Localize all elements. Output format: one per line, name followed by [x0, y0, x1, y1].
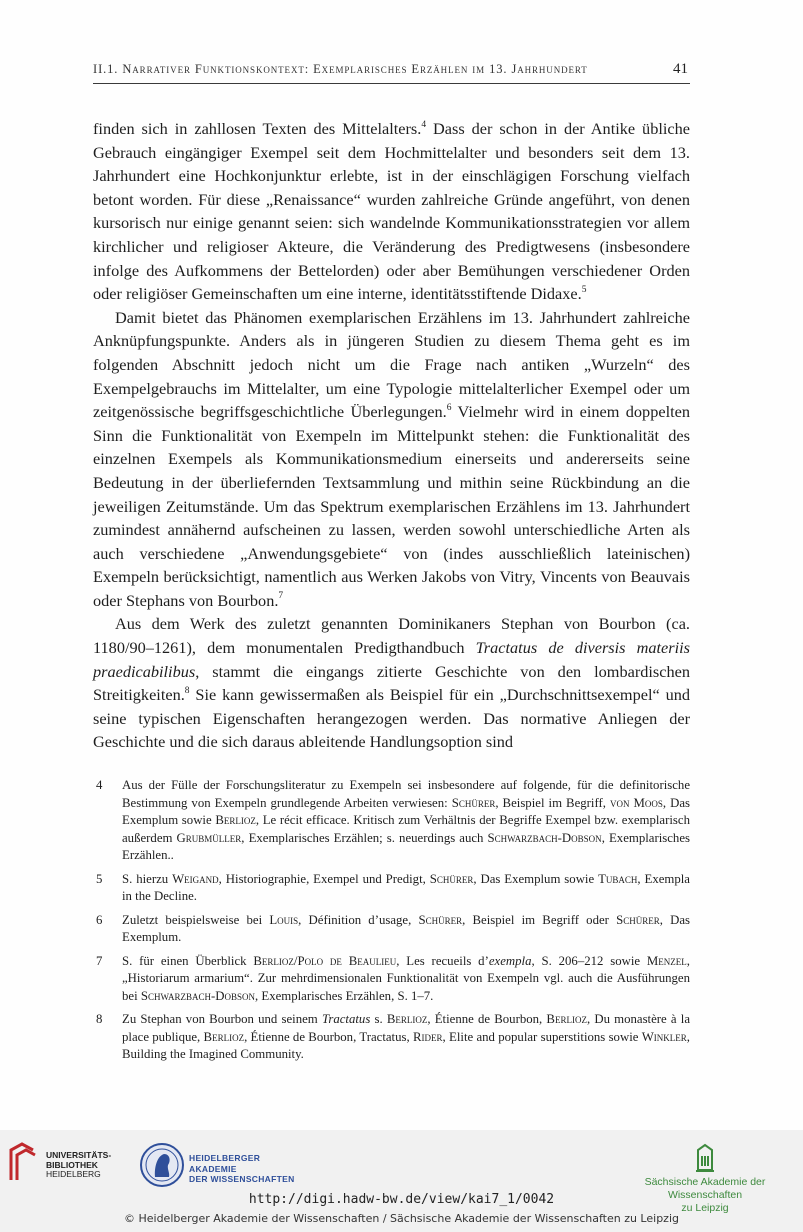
hadw-logo[interactable]	[140, 1140, 310, 1190]
footnote-4	[93, 777, 690, 865]
paragraph-3	[93, 612, 690, 754]
saxon-line-2: zu Leipzig	[681, 1202, 729, 1214]
running-title: II.1. Narrativer Funktionskontext: Exemplarisches Erzählen im 13. Jahrhundert	[93, 62, 588, 76]
ub-heidelberg-icon	[8, 1142, 38, 1182]
author-name: von Moos	[609, 795, 663, 810]
author-name: Berlioz	[203, 1029, 245, 1044]
paragraph-2	[93, 306, 690, 613]
author-name: Winkler	[641, 1029, 687, 1044]
author-name: Tubach	[598, 871, 638, 886]
ub-heidelberg-logo[interactable]	[8, 1142, 112, 1186]
footnote-text: , Historiographie, Exempel und Predigt,	[218, 871, 430, 886]
author-name: Menzel	[646, 953, 687, 968]
footnote-text: Aus der Fülle der Forschungsliteratur zu Exempeln sei insbesondere auf folgende, für die definitorische Bestimmung von Exempeln grundlegende Arbeiten verwiesen:	[122, 778, 690, 810]
text-run: Dass der schon in der Antike übliche Gebrauch eingängiger Exempel seit dem Hochmittelalter und besonders seit dem 13. Jahrhundert eine Hochkonjunktur erlebte, ist in der einschlägigen Forschung vielfach betont worden. Für diese „Renaissance“ wurden zahlreiche Gründe angeführt, von denen kursorisch nur einige genannt seien: sich wandelnde Kommunikationsstrategien vor allem kirchlicher und religioser Akteure, die Veränderung des Predigtwesens (insbesondere infolge des Aufkommens der Bettelorden) oder aber Bemühungen verschiedener Orden oder religiöser Gemeinschaften um eine interne, identitätsstiftende Didaxe.	[93, 119, 690, 304]
saxon-building-icon	[620, 1140, 790, 1174]
footnote-number: 4	[96, 778, 103, 792]
text-run: Aus dem Werk des zuletzt genannten Dominikaners Stephan von Bourbon (ca. 1180/90–1261), dem monumentalen Predigthandbuch	[93, 614, 690, 658]
hadw-name	[189, 1153, 310, 1185]
source-url[interactable]: http://digi.hadw-bw.de/view/kai7_1/0042	[248, 1192, 555, 1207]
author-name: Schwarzbach-Dobson	[487, 830, 602, 845]
footnote-ref-8[interactable]: 8	[184, 685, 190, 696]
text-run: Sie kann gewissermaßen als Beispiel für ein „Durchschnittsexempel“ und seine typischen Eigenschaften herangezogen werden. Das normative Anliegen der Geschichte und die sich daraus ableitende Handlungsoption sind	[93, 685, 690, 752]
footnote-7	[93, 953, 690, 1006]
italic-term: exempla	[488, 953, 532, 968]
italic-term: Tractatus	[321, 1012, 371, 1026]
hadw-line-1: HEIDELBERGER AKADEMIE	[189, 1153, 261, 1174]
work-title: Tractatus de diversis materiis praedicabilibus	[93, 638, 690, 681]
ub-heidelberg-name	[46, 1151, 111, 1180]
text-run: Vielmehr wird in einem doppelten Sinn die Funktionalität von Exempeln im Mittelpunkt stehen: die Funktionalität des einzelnen Exempels als Kommunikationsmedium einerseits und andererseits seine Bedeutung in der überliefernden Textsammlung und mithin seine Rückbindung an die jeweiligen Zeitumstände. Um das Spektrum exemplarischen Erzählens im 13. Jahrhundert zumindest annähernd aufscheinen zu lassen, werden sowohl unterschiedliche Arten als auch verschiedene „Anwendungsgebiete“ von (indes ausschließlich lateinischen) Exempeln berücksichtigt, namentlich aus Werken Jakobs von Vitry, Vincents von Beauvais oder Stephans von Bourbon.	[93, 402, 690, 610]
footnote-text: , Du monastère à la place publique,	[122, 1012, 690, 1044]
footnote-number: 7	[96, 953, 103, 968]
footnote-text: , Das Exemplum sowie	[473, 871, 599, 886]
footnote-text: , Définition d’usage,	[298, 912, 419, 927]
footnote-text: Zuletzt beispielsweise bei	[122, 912, 270, 927]
footnote-ref-6[interactable]: 6	[446, 402, 452, 413]
ub-line-2: BIBLIOTHEK	[46, 1159, 98, 1170]
footnote-text: , „Historiarum armarium“. Zur mehrdimensionalen Funktionalität von Exempeln vgl. auch die Ausführungen bei	[122, 953, 690, 1003]
hadw-seal-icon	[140, 1140, 184, 1190]
footnote-text: Zu Stephan von Bourbon und seinem	[122, 1012, 322, 1026]
author-name: Grubmüller	[176, 830, 242, 845]
footnote-text: , Beispiel im Begriff oder	[462, 912, 617, 927]
footnote-text: , Elite and popular superstitions sowie	[442, 1029, 642, 1044]
footnote-text: S. für einen Überblick	[122, 953, 254, 968]
footnote-text: s.	[370, 1012, 387, 1026]
ub-line-1: UNIVERSITÄTS-	[46, 1150, 112, 1160]
running-header	[93, 61, 690, 84]
footnote-text: S. hierzu	[122, 871, 173, 886]
author-name: Louis	[269, 912, 299, 927]
footnote-text: , Building the Imagined Community.	[122, 1029, 690, 1061]
author-name: Schwarzbach-Dobson	[140, 988, 255, 1003]
footnote-text: , Exemplarisches Erzählen..	[122, 830, 690, 862]
footnote-6	[93, 912, 690, 947]
footnote-ref-4[interactable]: 4	[421, 119, 427, 130]
footnotes	[93, 777, 690, 1070]
author-name: Schürer	[429, 871, 474, 886]
author-name: Berlioz	[386, 1012, 428, 1026]
footnote-text: , Das Exemplum.	[122, 912, 690, 944]
hadw-line-2: DER WISSENSCHAFTEN	[189, 1174, 295, 1184]
saxon-line-1: Sächsische Akademie der Wissenschaften	[644, 1176, 766, 1201]
footnote-text: , Le récit efficace. Kritisch zum Verhältnis der Begriffe Exempel bzw. exemplarisch außerdem	[122, 813, 690, 845]
footnote-text: , Étienne de Bourbon,	[427, 1012, 547, 1026]
footnote-text: , Étienne de Bourbon, Tractatus,	[244, 1029, 413, 1044]
footnote-text: , S. 206–212 sowie	[531, 953, 647, 968]
footnote-number: 5	[96, 871, 103, 886]
copyright-notice: © Heidelberger Akademie der Wissenschaften / Sächsische Akademie der Wissenschaften zu Leipzig	[123, 1212, 679, 1225]
author-name: Berlioz	[546, 1012, 587, 1026]
author-name: Schürer	[616, 912, 660, 927]
text-run: , stammt die eingangs zitierte Geschichte von den lombardischen Streitigkeiten.	[93, 661, 690, 705]
ub-line-3: HEIDELBERG	[46, 1169, 101, 1179]
page-number: 41	[673, 61, 688, 77]
text-run: finden sich in zahllosen Texten des Mittelalters.	[93, 119, 422, 138]
footnote-ref-7[interactable]: 7	[278, 591, 284, 602]
footnote-number: 6	[96, 912, 103, 927]
author-name: Berlioz/Polo de Beaulieu	[253, 953, 397, 968]
footnote-text: , Das Exemplum sowie	[122, 795, 690, 827]
author-name: Berlioz	[215, 813, 256, 827]
main-text	[93, 117, 690, 754]
footnote-text: , Exemplarisches Erzählen; s. neuerdings auch	[241, 830, 488, 845]
footnote-5	[93, 871, 690, 906]
footnote-text: , Beispiel im Begriff,	[495, 795, 610, 810]
footnote-number: 8	[96, 1012, 103, 1026]
author-name: Rider	[412, 1029, 443, 1044]
footnote-text: , Les recueils d’	[396, 953, 489, 968]
author-name: Weigand	[172, 871, 219, 886]
paragraph-1	[93, 117, 690, 306]
author-name: Schürer	[418, 912, 463, 927]
text-run: Damit bietet das Phänomen exemplarischen Erzählens im 13. Jahrhundert zahlreiche Anknüpfungspunkte. Anders als in jüngeren Studien zu diesem Thema geht es im folgenden Abschnitt jedoch nicht um die Frage nach antiken „Wurzeln“ des Exempelgebrauchs im Mittelalter, um eine Typologie mittelalterlicher Exempel oder um zeitgenössische begriffsgeschichtliche Überlegungen.	[93, 307, 690, 422]
footnote-8	[93, 1011, 690, 1064]
footnote-text: , Exempla in the Decline.	[122, 871, 690, 903]
footnote-ref-5[interactable]: 5	[581, 284, 587, 295]
footnote-text: , Exemplarisches Erzählen, S. 1–7.	[254, 988, 434, 1003]
author-name: Schürer	[451, 795, 496, 810]
